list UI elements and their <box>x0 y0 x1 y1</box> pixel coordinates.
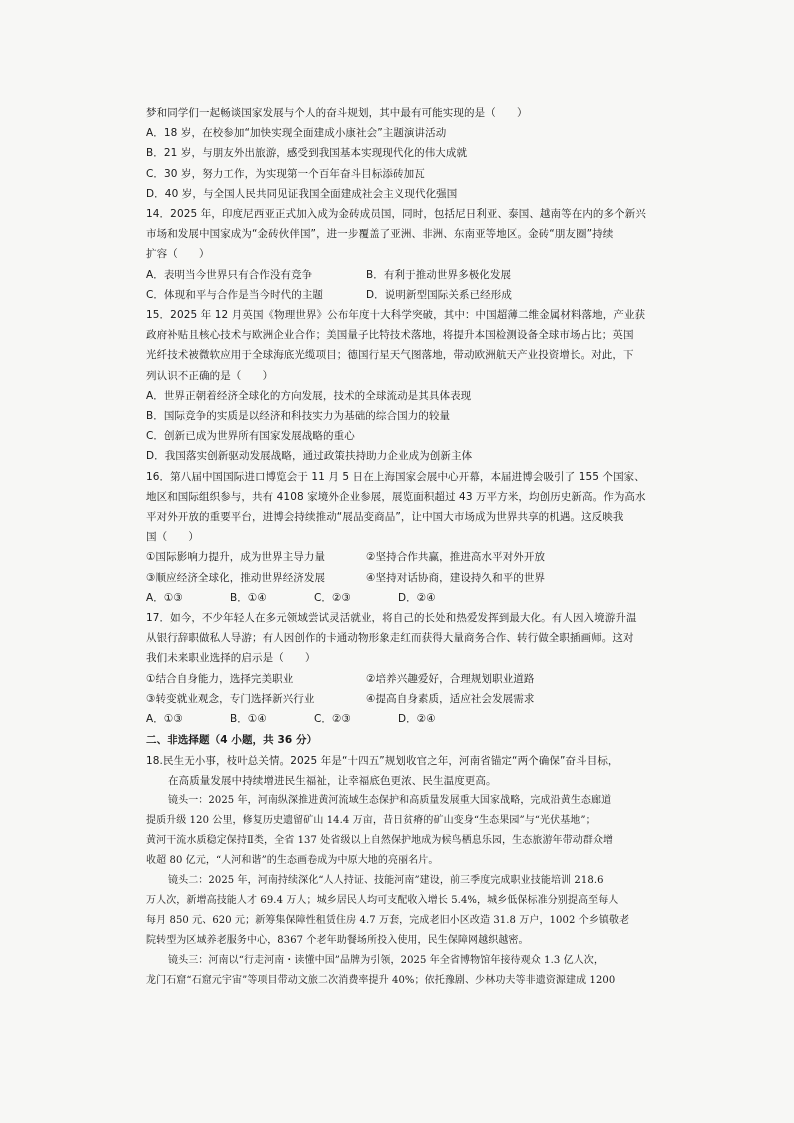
q13-option-c: C．30 岁，努力工作，为实现第一个百年奋斗目标添砖加瓦 <box>146 167 425 180</box>
q15-option-c: C．创新已成为世界所有国家发展战略的重心 <box>146 430 355 443</box>
q16-option-d: D．②④ <box>398 591 436 604</box>
q16-stem-line-1: 16．第八届中国国际进口博览会于 11 月 5 日在上海国家会展中心开幕，本届进博会吸引了 155 个国家、 <box>146 470 645 483</box>
q16-option-b: B．①④ <box>230 591 267 604</box>
q13-option-d: D．40 岁，与全国人民共同见证我国全面建成社会主义现代化强国 <box>146 187 458 200</box>
q15-stem-line-2: 政府补贴且核心技术与欧洲企业合作；美国量子比特技术落地，将提升本国检测设备全球市场占比；英国 <box>146 329 634 342</box>
q14-stem-line-2: 市场和发展中国家成为“金砖伙伴国”，进一步覆盖了亚洲、非洲、东南亚等地区。金砖“朋友圈”持续 <box>146 228 614 241</box>
q18-shot1-line-3: 黄河干流水质稳定保持Ⅱ类，全省 137 处省级以上自然保护地成为候鸟栖息乐园，生态旅游年带动群众增 <box>146 834 614 846</box>
q16-stem-line-4: 国（ ） <box>146 531 199 544</box>
q17-item-2: ②培养兴趣爱好，合理规划职业道路 <box>366 672 535 685</box>
q16-item-2: ②坚持合作共赢，推进高水平对外开放 <box>366 551 546 564</box>
q15-stem-line-3: 光纤技术被微软应用于全球海底光缆项目；德国行星天气图落地，带动欧洲航天产业投资增长。对此，下 <box>146 349 634 362</box>
q17-option-a: A．①③ <box>146 713 183 726</box>
q17-stem-line-2: 从银行辞职做私人导游；有人因创作的卡通动物形象走红而获得大量商务合作、转行做全职插画师。这对 <box>146 632 634 645</box>
q17-stem-line-1: 17．如今，不少年轻人在多元领域尝试灵活就业，将自己的长处和热爱发挥到最大化。有人因入境游升温 <box>146 612 637 625</box>
q16-option-a: A．①③ <box>146 591 183 604</box>
q14-stem-line-1: 14．2025 年，印度尼西亚正式加入成为金砖成员国，同时，包括尼日利亚、泰国、越南等在内的多个新兴 <box>146 208 646 221</box>
q14-option-b: B．有利于推动世界多极化发展 <box>366 268 512 281</box>
q17-options <box>146 709 660 729</box>
q14-option-a: A．表明当今世界只有合作没有竞争 <box>146 268 313 281</box>
q18-shot1-line-4: 收超 80 亿元，“人河和谐”的生态画卷成为中原大地的亮丽名片。 <box>146 854 439 866</box>
q16-stem-line-2: 地区和国际组织参与，共有 4108 家境外企业参展，展览面积超过 43 万平方米，均创历史新高。作为高水 <box>146 490 646 503</box>
q16-item-3: ③顺应经济全球化，推动世界经济发展 <box>146 571 326 584</box>
q16-options <box>146 588 660 608</box>
page-content <box>146 103 660 991</box>
q13-option-b: B．21 岁，与朋友外出旅游，感受到我国基本实现现代化的伟大成就 <box>146 147 468 160</box>
q13-stem: 梦和同学们一起畅谈国家发展与个人的奋斗规划，其中最有可能实现的是（ ） <box>146 107 528 119</box>
q18-stem-line-1: 18.民生无小事，枝叶总关情。2025 年是“十四五”规划收官之年，河南省锚定“两个确保”奋斗目标， <box>146 754 619 767</box>
q16-option-c: C．②③ <box>314 591 352 604</box>
q18-shot1-line-2: 提质升级 120 公里，修复历史遗留矿山 14.4 万亩，昔日贫瘠的矿山变身“生态果园”与“光伏基地”； <box>146 814 596 826</box>
q14-options-row-2 <box>146 285 660 305</box>
q14-option-c: C．体现和平与合作是当今时代的主题 <box>146 288 324 301</box>
q17-item-1: ①结合自身能力，选择完美职业 <box>146 672 294 685</box>
q16-item-4: ④坚持对话协商，建设持久和平的世界 <box>366 571 546 584</box>
q14-option-d: D．说明新型国际关系已经形成 <box>366 288 512 301</box>
q14-options-row-1 <box>146 265 660 285</box>
q18-shot2-line-1: 镜头二：2025 年，河南持续深化“人人持证、技能河南”建设，前三季度完成职业技能培训 218.6 <box>168 874 604 886</box>
q17-items-row-1 <box>146 669 660 689</box>
q17-stem-line-3: 我们未来职业选择的启示是（ ） <box>146 652 316 665</box>
q16-item-1: ①国际影响力提升，成为世界主导力量 <box>146 551 326 564</box>
q18-shot2-line-2: 万人次，新增高技能人才 69.4 万人；城乡居民人均可支配收入增长 5.4%，城乡低保标准分别提高至每人 <box>146 894 619 906</box>
q18-shot1-line-1: 镜头一：2025 年，河南纵深推进黄河流域生态保护和高质量发展重大国家战略，完成沿黄生态廊道 <box>168 794 612 806</box>
q15-option-d: D．我国落实创新驱动发展战略，通过政策扶持助力企业成为创新主体 <box>146 450 473 463</box>
q18-shot2-line-4: 院转型为区域养老服务中心，8367 个老年助餐场所投入使用，民生保障网越织越密。 <box>146 934 529 946</box>
q17-item-3: ③转变就业观念，专门选择新兴行业 <box>146 692 315 705</box>
q18-shot2-line-3: 每月 850 元、620 元；新筹集保障性租赁住房 4.7 万套，完成老旧小区改造 31.8 万户，1002 个乡镇敬老 <box>146 914 630 926</box>
q17-option-b: B．①④ <box>230 713 267 726</box>
q18-shot3-line-2: 龙门石窟“石窟元宇宙”等项目带动文旅二次消费率提升 40%；依托豫剧、少林功夫等非遗资源建成 1200 <box>146 974 616 986</box>
q17-items-row-2 <box>146 689 660 709</box>
q18-stem-line-2: 在高质量发展中持续增进民生福祉，让幸福底色更浓、民生温度更高。 <box>168 774 497 787</box>
q16-items-row-1 <box>146 547 660 567</box>
q15-stem-line-1: 15．2025 年 12 月英国《物理世界》公布年度十大科学突破，其中：中国超薄二维金属材料落地，产业获 <box>146 309 646 322</box>
q18-shot3-line-1: 镜头三：河南以“行走河南・读懂中国”品牌为引领，2025 年全省博物馆年接待观众 1.3 亿人次， <box>168 954 605 966</box>
q14-stem-line-3: 扩容（ ） <box>146 248 210 261</box>
q17-option-d: D．②④ <box>398 713 436 726</box>
q15-stem-line-4: 列认识不正确的是（ ） <box>146 369 274 382</box>
q17-option-c: C．②③ <box>314 713 352 726</box>
section-2-title: 二、非选择题（4 小题，共 36 分） <box>146 734 318 747</box>
q15-option-a: A．世界正朝着经济全球化的方向发展，技术的全球流动是其具体表现 <box>146 389 472 402</box>
q16-stem-line-3: 平对外开放的重要平台，进博会持续推动“展品变商品”，让中国大市场成为世界共享的机遇。这反映我 <box>146 511 624 524</box>
q15-option-b: B．国际竞争的实质是以经济和科技实力为基础的综合国力的较量 <box>146 410 451 423</box>
q17-item-4: ④提高自身素质，适应社会发展需求 <box>366 692 535 705</box>
q13-option-a: A．18 岁，在校参加“加快实现全面建成小康社会”主题演讲活动 <box>146 127 447 140</box>
q16-items-row-2 <box>146 568 660 588</box>
